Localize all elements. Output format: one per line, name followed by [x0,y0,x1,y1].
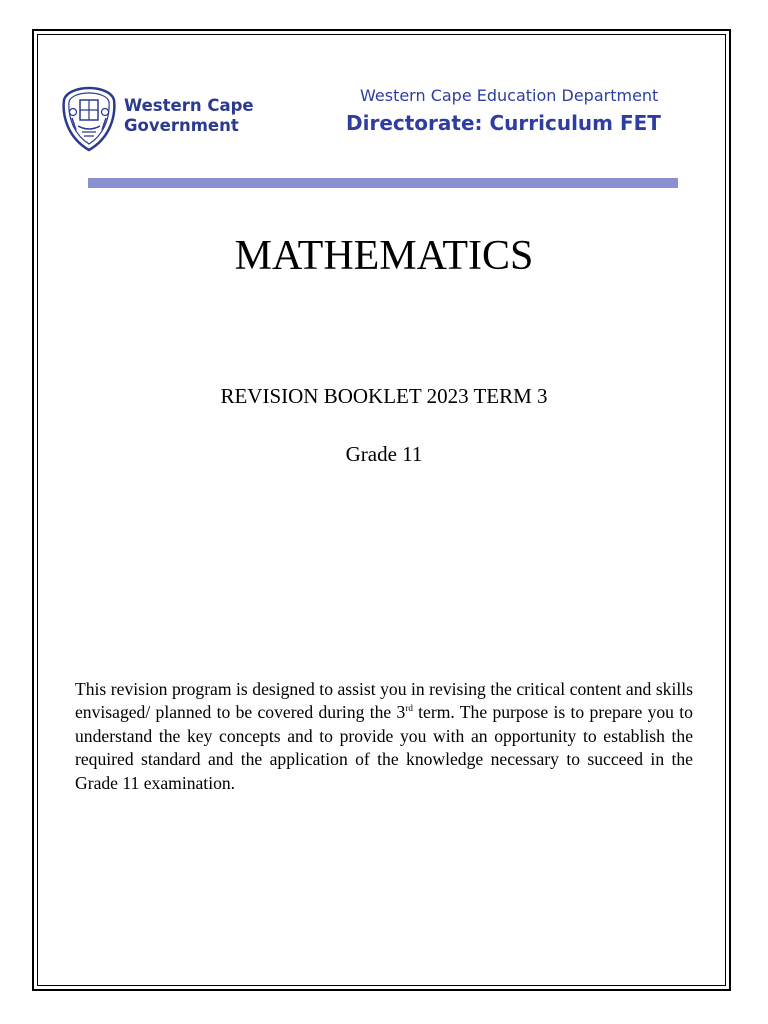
page-border-inner [37,34,726,986]
intro-paragraph [75,678,693,796]
document-subtitle: REVISION BOOKLET 2023 TERM 3 [220,384,548,408]
intro-text-part1: This revision program is designed to assist you in revising the critical content and skills envisaged/ planned to be covered during the 3 [75,678,693,723]
logo-text-line1: Western Cape [124,96,254,115]
coat-of-arms-icon [60,86,118,152]
intro-text-part2: term. The purpose is to prepare you to understand the key concepts and to provide you with an opportunity to establish the required standard and the application of the knowledge necessary to succeed in the Grade 11 examination. [75,702,693,793]
logo-text-line2: Government [124,116,239,135]
western-cape-government-logo [60,86,260,152]
ordinal-suffix: rd [405,703,413,714]
document-title: MATHEMATICS [234,233,534,279]
department-name: Western Cape Education Department [360,86,659,105]
directorate-name: Directorate: Curriculum FET [346,111,661,135]
header-divider-bar [88,178,678,188]
grade-label: Grade 11 [345,442,423,466]
